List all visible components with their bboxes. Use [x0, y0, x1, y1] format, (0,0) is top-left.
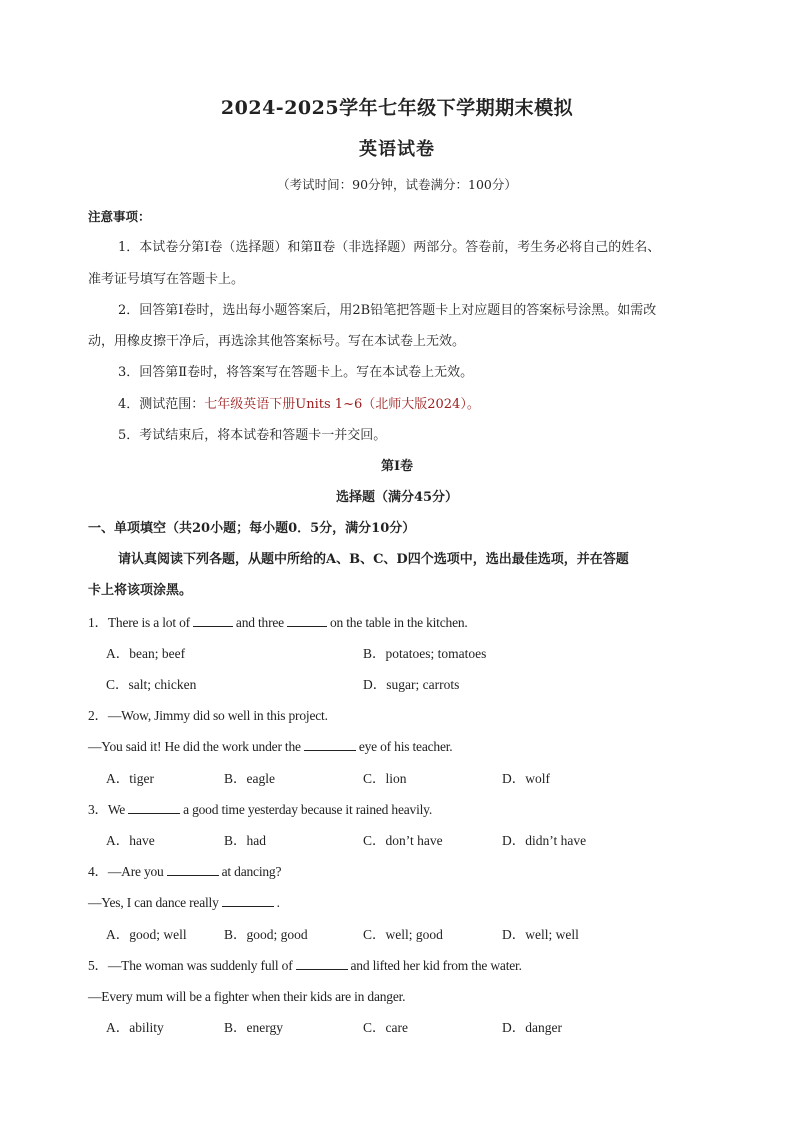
q4-text-d: .	[276, 895, 280, 910]
q3-text-b: a good time yesterday because it rained heavily.	[183, 802, 433, 817]
q3-option-a[interactable]: A．have	[106, 833, 155, 848]
note-item-1-line2: 准考证号填写在答题卡上。	[88, 272, 245, 287]
q5-option-c[interactable]: C．care	[363, 1020, 408, 1035]
q5-text-b: and lifted her kid from the water.	[350, 958, 522, 973]
question-3	[88, 802, 432, 818]
part1-section-title: 选择题（满分45分）	[335, 490, 459, 505]
notes-heading: 注意事项：	[88, 209, 151, 224]
question-4-line1	[88, 864, 281, 880]
q1-blank-1	[193, 615, 233, 627]
q5-text-a: 5．—The woman was suddenly full of	[88, 958, 293, 973]
question-4-line2	[88, 895, 280, 911]
q4-text-b: at dancing?	[221, 864, 282, 879]
q3-option-d[interactable]: D．didn’t have	[502, 833, 587, 848]
q4-option-b[interactable]: B．good; good	[224, 927, 308, 942]
q5-option-a[interactable]: A．ability	[106, 1020, 164, 1035]
q3-text-a: 3．We	[88, 802, 126, 817]
q1-option-c[interactable]: C．salt; chicken	[106, 677, 197, 692]
q2-option-a[interactable]: A．tiger	[106, 771, 154, 786]
q1-text-a: 1．There is a lot of	[88, 615, 190, 630]
q1-option-d[interactable]: D．sugar; carrots	[363, 677, 460, 692]
q2-text-a: —You said it! He did the work under the	[88, 739, 301, 754]
q5-option-b[interactable]: B．energy	[224, 1020, 283, 1035]
question-2-line2	[88, 739, 452, 755]
q1-text-b: and three	[235, 615, 284, 630]
q4-option-c[interactable]: C．well; good	[363, 927, 443, 942]
exam-info: （考试时间：90分钟，试卷满分：100分）	[277, 177, 517, 192]
q5-blank	[296, 958, 348, 970]
section-heading: 一、单项填空（共20小题；每小题0．5分，满分10分）	[88, 521, 416, 536]
q1-option-a[interactable]: A．bean; beef	[106, 646, 186, 661]
q3-option-b[interactable]: B．had	[224, 833, 266, 848]
note-item-2-line1: 2．回答第Ⅰ卷时，选出每小题答案后，用2B铅笔把答题卡上对应题目的答案标号涂黑。如需改	[118, 303, 657, 318]
q4-blank-2	[222, 895, 274, 907]
exam-title: 2024-2025学年七年级下学期期末模拟	[220, 97, 574, 119]
q4-text-c: —Yes, I can dance really	[88, 895, 219, 910]
q2-blank	[304, 739, 356, 751]
q2-option-b[interactable]: B．eagle	[224, 771, 275, 786]
q4-option-a[interactable]: A．good; well	[106, 927, 187, 942]
q4-option-d[interactable]: D．well; well	[502, 927, 579, 942]
note-item-4	[118, 397, 480, 413]
q3-option-c[interactable]: C．don’t have	[363, 833, 443, 848]
q2-option-c[interactable]: C．lion	[363, 771, 407, 786]
instruction-line1: 请认真阅读下列各题，从题中所给的A、B、C、D四个选项中，选出最佳选项，并在答题	[118, 552, 629, 567]
q4-blank-1	[167, 864, 219, 876]
q2-text-b: eye of his teacher.	[358, 739, 453, 754]
q3-blank	[128, 802, 180, 814]
note-item-4-prefix: 4．测试范围：	[118, 397, 205, 412]
q4-text-a: 4．—Are you	[88, 864, 164, 879]
q1-option-b[interactable]: B．potatoes; tomatoes	[363, 646, 487, 661]
exam-subject: 英语试卷	[359, 139, 435, 160]
q1-text-c: on the table in the kitchen.	[329, 615, 468, 630]
question-1	[88, 615, 468, 631]
note-item-2-line2: 动，用橡皮擦干净后，再选涂其他答案标号。写在本试卷上无效。	[88, 334, 466, 349]
q5-option-d[interactable]: D．danger	[502, 1020, 562, 1035]
part1-label: 第Ⅰ卷	[380, 459, 414, 474]
q1-blank-2	[287, 615, 327, 627]
question-5-line1	[88, 958, 522, 974]
question-5-line2: —Every mum will be a fighter when their kids are in danger.	[88, 989, 406, 1004]
instruction-line2: 卡上将该项涂黑。	[88, 583, 193, 598]
note-item-3: 3．回答第Ⅱ卷时，将答案写在答题卡上。写在本试卷上无效。	[118, 365, 474, 380]
question-2-line1: 2．—Wow, Jimmy did so well in this project.	[88, 708, 328, 723]
note-item-1-line1: 1．本试卷分第Ⅰ卷（选择题）和第Ⅱ卷（非选择题）两部分。答卷前，考生务必将自己的姓名、	[118, 240, 661, 255]
test-scope: 七年级英语下册Units 1~6（北师大版2024）。	[204, 397, 480, 412]
q2-option-d[interactable]: D．wolf	[502, 771, 550, 786]
note-item-5: 5．考试结束后，将本试卷和答题卡一并交回。	[118, 428, 387, 443]
